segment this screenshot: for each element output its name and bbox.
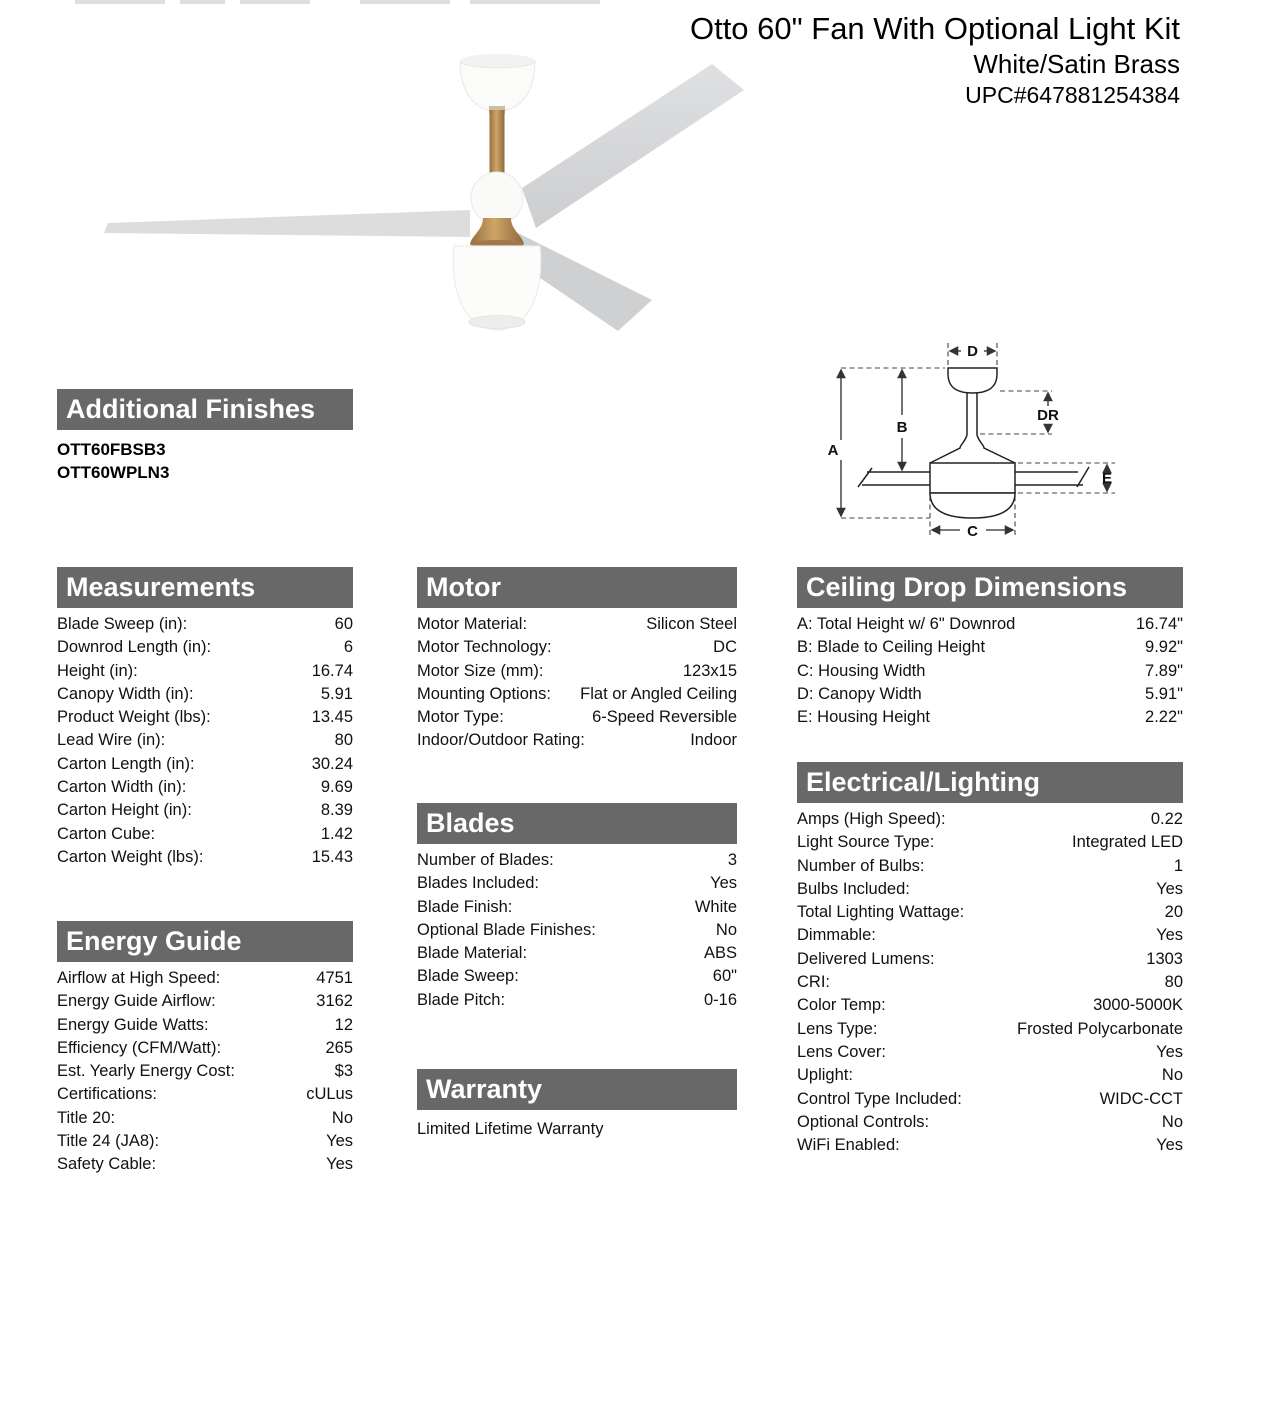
- ceiling-drop-section: [797, 567, 1183, 729]
- spec-row: [797, 948, 1183, 971]
- spec-row: [57, 636, 353, 659]
- spec-label: Blade Sweep:: [417, 967, 519, 986]
- spec-row: [797, 660, 1183, 683]
- energy-guide-rows: [57, 967, 353, 1177]
- spec-row: [797, 1064, 1183, 1087]
- spec-row: [797, 636, 1183, 659]
- motor-section: [417, 567, 737, 753]
- spec-value: 16.74": [1135, 615, 1183, 633]
- spec-value: 1303: [1146, 949, 1183, 968]
- spec-row: [57, 846, 353, 869]
- spec-label: Total Lighting Wattage:: [797, 903, 965, 922]
- spec-value: 80: [334, 731, 353, 750]
- fan-light-lens: [469, 316, 525, 329]
- spec-row: [57, 1153, 353, 1176]
- spec-row: [797, 1018, 1183, 1041]
- spec-row: [57, 753, 353, 776]
- spec-value: No: [1161, 1112, 1183, 1131]
- spec-label: Bulbs Included:: [797, 879, 910, 898]
- spec-value: No: [1161, 1066, 1183, 1085]
- spec-label: Product Weight (lbs):: [57, 708, 211, 727]
- ceiling-drop-rows: [797, 613, 1183, 729]
- spec-row: [417, 942, 737, 965]
- spec-value: 9.69: [320, 778, 353, 797]
- spec-label: Optional Blade Finishes:: [417, 920, 596, 939]
- spec-row: [797, 1111, 1183, 1134]
- diagram-label-d: D: [967, 343, 978, 360]
- spec-value: 9.92": [1145, 638, 1183, 657]
- spec-row: [417, 919, 737, 942]
- spec-value: Yes: [1156, 1042, 1183, 1061]
- motor-rows: [417, 613, 737, 753]
- spec-value: 15.43: [311, 847, 353, 866]
- diagram-fan-outline: [858, 368, 1089, 518]
- diagram-label-c: C: [967, 523, 978, 540]
- measurements-section: [57, 567, 353, 869]
- spec-label: Lens Type:: [797, 1019, 878, 1038]
- electrical-header: Electrical/Lighting: [797, 762, 1183, 803]
- spec-label: Certifications:: [57, 1085, 157, 1104]
- spec-value: 8.39: [320, 801, 353, 820]
- spec-label: Motor Material:: [417, 615, 528, 633]
- spec-row: [57, 660, 353, 683]
- spec-value: 3000-5000K: [1093, 996, 1183, 1015]
- spec-value: Yes: [326, 1155, 353, 1174]
- spec-label: Mounting Options:: [417, 684, 551, 703]
- spec-label: Motor Size (mm):: [417, 661, 544, 680]
- measurements-header: Measurements: [57, 567, 353, 608]
- spec-value: 0.22: [1150, 810, 1183, 828]
- spec-row: [417, 660, 737, 683]
- spec-row: [57, 706, 353, 729]
- spec-value: White: [694, 897, 737, 916]
- spec-label: Safety Cable:: [57, 1155, 157, 1174]
- spec-row: [417, 613, 737, 636]
- spec-value: No: [331, 1108, 353, 1127]
- spec-value: 6-Speed Reversible: [592, 708, 737, 727]
- spec-label: Height (in):: [57, 661, 138, 680]
- diagram-label-e: E: [1101, 470, 1113, 487]
- spec-row: [417, 965, 737, 988]
- spec-label: Number of Blades:: [417, 851, 554, 869]
- fan-downrod: [490, 110, 505, 178]
- spec-label: Uplight:: [797, 1066, 853, 1085]
- spec-value: 80: [1164, 973, 1183, 992]
- spec-label: Title 20:: [57, 1108, 116, 1127]
- spec-label: WiFi Enabled:: [797, 1136, 900, 1155]
- motor-header: Motor: [417, 567, 737, 608]
- spec-row: [797, 855, 1183, 878]
- spec-label: Number of Bulbs:: [797, 856, 925, 875]
- spec-value: 3162: [316, 992, 353, 1011]
- spec-row: [797, 808, 1183, 831]
- electrical-rows: [797, 808, 1183, 1157]
- spec-value: cULus: [306, 1085, 353, 1104]
- spec-label: Blade Pitch:: [417, 990, 506, 1009]
- spec-row: [57, 1130, 353, 1153]
- logo-remnant-segment: [470, 0, 600, 4]
- diagram-label-dr: DR: [1037, 407, 1059, 424]
- logo-remnant-segment: [240, 0, 310, 4]
- spec-row: [57, 1083, 353, 1106]
- spec-label: Canopy Width (in):: [57, 684, 194, 703]
- spec-value: Indoor: [690, 731, 737, 750]
- product-title: Otto 60" Fan With Optional Light Kit: [689, 11, 1180, 46]
- spec-value: 6: [343, 638, 353, 657]
- spec-label: Energy Guide Watts:: [57, 1015, 209, 1034]
- dimension-diagram: [820, 330, 1150, 560]
- blades-rows: [417, 849, 737, 1012]
- product-finish: White/Satin Brass: [973, 49, 1180, 79]
- spec-value: ABS: [703, 944, 737, 963]
- spec-label: Lens Cover:: [797, 1042, 886, 1061]
- spec-value: 5.91: [320, 684, 353, 703]
- spec-row: [417, 706, 737, 729]
- spec-row: [57, 799, 353, 822]
- measurements-rows: [57, 613, 353, 869]
- spec-value: Yes: [1156, 879, 1183, 898]
- finish-code: OTT60WPLN3: [57, 463, 170, 482]
- fan-blade-upper-right: [522, 64, 744, 228]
- spec-value: 2.22": [1145, 708, 1183, 727]
- spec-label: Motor Type:: [417, 708, 504, 727]
- spec-value: 30.24: [311, 754, 353, 773]
- spec-value: Yes: [1156, 926, 1183, 945]
- spec-row: [797, 971, 1183, 994]
- product-title-block: [690, 10, 1180, 110]
- spec-value: 0-16: [703, 990, 737, 1009]
- fan-motor-ball: [471, 172, 523, 224]
- spec-label: E: Housing Height: [797, 708, 930, 727]
- spec-value: Yes: [710, 874, 737, 893]
- spec-value: 265: [325, 1038, 353, 1057]
- spec-row: [417, 683, 737, 706]
- spec-row: [57, 1060, 353, 1083]
- blades-section: [417, 803, 737, 1012]
- energy-guide-section: [57, 921, 353, 1177]
- spec-row: [57, 613, 353, 636]
- spec-label: Blade Finish:: [417, 897, 513, 916]
- spec-value: 20: [1164, 903, 1183, 922]
- spec-row: [57, 1107, 353, 1130]
- spec-value: 12: [334, 1015, 353, 1034]
- spec-row: [797, 683, 1183, 706]
- logo-remnant-segment: [180, 0, 225, 4]
- spec-row: [797, 1041, 1183, 1064]
- spec-value: Yes: [1156, 1136, 1183, 1155]
- warranty-text: Limited Lifetime Warranty: [417, 1120, 604, 1138]
- spec-label: Delivered Lumens:: [797, 949, 935, 968]
- spec-label: Carton Width (in):: [57, 778, 187, 797]
- spec-row: [57, 823, 353, 846]
- spec-label: Blade Material:: [417, 944, 528, 963]
- spec-row: [797, 878, 1183, 901]
- spec-label: Color Temp:: [797, 996, 886, 1015]
- spec-value: 5.91": [1145, 684, 1183, 703]
- logo-remnant-segment: [75, 0, 165, 4]
- spec-label: C: Housing Width: [797, 661, 926, 680]
- spec-label: Energy Guide Airflow:: [57, 992, 216, 1011]
- spec-value: 7.89": [1145, 661, 1183, 680]
- spec-label: Carton Length (in):: [57, 754, 195, 773]
- spec-value: $3: [334, 1062, 353, 1081]
- spec-row: [417, 849, 737, 872]
- warranty-section: [417, 1069, 737, 1139]
- spec-value: 60: [334, 615, 353, 633]
- logo-remnant-segment: [360, 0, 450, 4]
- ceiling-drop-header: Ceiling Drop Dimensions: [797, 567, 1183, 608]
- warranty-header: Warranty: [417, 1069, 737, 1110]
- spec-row: [417, 729, 737, 752]
- spec-row: [797, 901, 1183, 924]
- spec-value: 1: [1173, 856, 1183, 875]
- spec-value: No: [715, 920, 737, 939]
- spec-value: 13.45: [311, 708, 353, 727]
- spec-label: Efficiency (CFM/Watt):: [57, 1038, 222, 1057]
- fan-canopy-bowl: [460, 61, 535, 111]
- spec-label: Carton Cube:: [57, 824, 156, 843]
- spec-label: CRI:: [797, 973, 830, 992]
- spec-label: A: Total Height w/ 6" Downrod: [797, 615, 1016, 633]
- spec-value: WIDC-CCT: [1099, 1089, 1183, 1108]
- spec-label: B: Blade to Ceiling Height: [797, 638, 986, 657]
- spec-value: Frosted Polycarbonate: [1016, 1019, 1183, 1038]
- spec-label: Indoor/Outdoor Rating:: [417, 731, 585, 750]
- spec-value: 4751: [316, 969, 353, 987]
- spec-row: [57, 990, 353, 1013]
- spec-row: [797, 1134, 1183, 1157]
- energy-guide-header: Energy Guide: [57, 921, 353, 962]
- spec-value: 1.42: [320, 824, 353, 843]
- blades-header: Blades: [417, 803, 737, 844]
- spec-label: Light Source Type:: [797, 833, 935, 852]
- spec-row: [797, 994, 1183, 1017]
- spec-value: DC: [713, 638, 737, 657]
- spec-row: [57, 1037, 353, 1060]
- spec-row: [797, 613, 1183, 636]
- spec-row: [57, 967, 353, 990]
- spec-value: Silicon Steel: [646, 615, 737, 633]
- spec-label: Amps (High Speed):: [797, 810, 946, 828]
- fan-product-image: [60, 40, 760, 340]
- spec-label: Title 24 (JA8):: [57, 1132, 160, 1151]
- spec-label: Motor Technology:: [417, 638, 552, 657]
- spec-row: [797, 1088, 1183, 1111]
- spec-label: Control Type Included:: [797, 1089, 962, 1108]
- diagram-label-b: B: [896, 419, 908, 436]
- spec-row: [57, 1014, 353, 1037]
- spec-row: [57, 683, 353, 706]
- spec-label: D: Canopy Width: [797, 684, 922, 703]
- spec-label: Est. Yearly Energy Cost:: [57, 1062, 235, 1081]
- spec-row: [797, 831, 1183, 854]
- spec-label: Downrod Length (in):: [57, 638, 212, 657]
- fan-blade-left: [104, 210, 470, 237]
- diagram-label-a: A: [827, 442, 839, 459]
- spec-value: 16.74: [311, 661, 353, 680]
- spec-value: Integrated LED: [1072, 833, 1183, 852]
- spec-label: Airflow at High Speed:: [57, 969, 221, 987]
- spec-value: 123x15: [682, 661, 737, 680]
- additional-finishes-section: [57, 389, 353, 484]
- spec-row: [797, 706, 1183, 729]
- finish-code: OTT60FBSB3: [57, 440, 166, 459]
- spec-value: Yes: [326, 1132, 353, 1151]
- spec-row: [417, 989, 737, 1012]
- product-upc: UPC#647881254384: [965, 82, 1180, 108]
- spec-row: [797, 924, 1183, 947]
- spec-row: [417, 872, 737, 895]
- spec-label: Carton Weight (lbs):: [57, 847, 204, 866]
- spec-label: Carton Height (in):: [57, 801, 192, 820]
- additional-finishes-header: Additional Finishes: [57, 389, 353, 430]
- spec-label: Blade Sweep (in):: [57, 615, 188, 633]
- spec-label: Blades Included:: [417, 874, 540, 893]
- spec-row: [57, 776, 353, 799]
- spec-label: Dimmable:: [797, 926, 876, 945]
- finish-list: [57, 438, 353, 484]
- spec-label: Optional Controls:: [797, 1112, 930, 1131]
- spec-row: [417, 896, 737, 919]
- electrical-section: [797, 762, 1183, 1157]
- spec-value: 60": [712, 967, 737, 986]
- spec-row: [417, 636, 737, 659]
- spec-row: [57, 729, 353, 752]
- spec-label: Lead Wire (in):: [57, 731, 166, 750]
- spec-value: 3: [727, 851, 737, 869]
- spec-value: Flat or Angled Ceiling: [580, 684, 737, 703]
